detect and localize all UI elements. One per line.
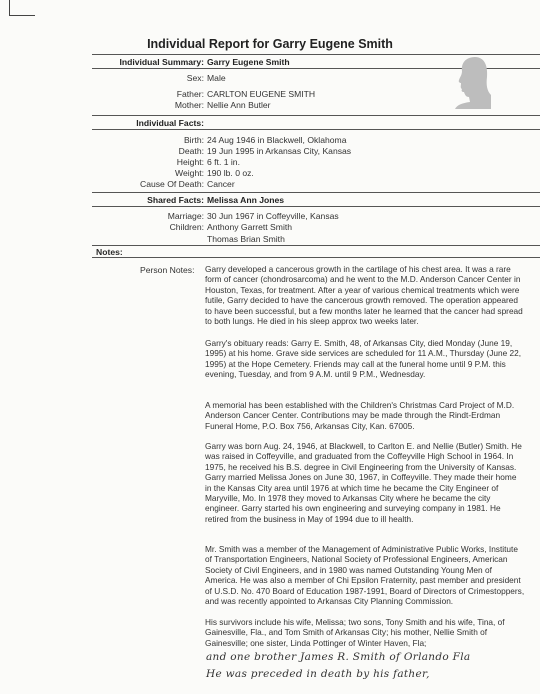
height-label: Height: [176, 157, 204, 167]
sex-value: Male [207, 73, 226, 83]
weight-label: Weight: [175, 168, 204, 178]
section-rule [92, 192, 540, 193]
section-rule [92, 206, 540, 207]
mother-label: Mother: [174, 100, 204, 110]
section-rule [92, 115, 540, 116]
handwritten-note: and one brother James R. Smith of Orlando Fla [206, 651, 471, 663]
person-notes-label: Person Notes: [140, 265, 195, 275]
sex-label: Sex: [186, 73, 204, 83]
cause-of-death-label: Cause Of Death: [139, 179, 204, 189]
father-label: Father: [176, 89, 204, 99]
shared-facts-label: Shared Facts: [147, 195, 204, 205]
summary-label: Individual Summary: [119, 57, 204, 67]
birth-value: 24 Aug 1946 in Blackwell, Oklahoma [207, 135, 347, 145]
death-value: 19 Jun 1995 in Arkansas City, Kansas [207, 146, 352, 156]
spouse-name: Melissa Ann Jones [207, 195, 285, 205]
section-rule [92, 245, 540, 246]
children-label: Children: [169, 222, 204, 232]
handwritten-note: He was preceded in death by his father, [206, 668, 430, 680]
child-name: Anthony Garrett Smith [207, 222, 293, 232]
crop-mark-vertical [9, 0, 10, 16]
crop-mark-horizontal [9, 15, 35, 16]
marriage-label: Marriage: [167, 211, 204, 221]
father-value: CARLTON EUGENE SMITH [207, 89, 316, 99]
height-value: 6 ft. 1 in. [207, 157, 240, 167]
report-title: Individual Report for Garry Eugene Smith [147, 37, 393, 51]
section-rule [92, 129, 540, 130]
note-paragraph: A memorial has been established with the Children's Christmas Card Project of M.D. Anderson Cancer Center. Contributions may be made through the Rindt-Erdman Funeral Home, P.O. Box 756, Arkansas City, Kan. 67005. [205, 400, 515, 431]
facts-label: Individual Facts: [136, 118, 204, 128]
section-rule [92, 257, 540, 258]
notes-label: Notes: [96, 247, 123, 257]
note-paragraph: Mr. Smith was a member of the Management of Administrative Public Works, Institute of Transportation Engineers, National Society of Professional Engineers, American Society of Civil Engineers, and in 1980 was named Outstanding Young Men of America. He was also a member of Chi Epsilon Fraternity, past member and president of U.S.D. No. 470 Board of Education 1987-1991, Board of Directors of Crimestoppers, and was recently appointed to Arkansas City Planning Commission. [205, 544, 525, 607]
note-paragraph: His survivors include his wife, Melissa; two sons, Tony Smith and his wife, Tina, of Gainesville, Fla., and Tom Smith of Arkansas City; his mother, Nellie Smith of Gainesville; one sister, Linda Pottinger of Winter Haven, Fla; [205, 617, 505, 648]
mother-value: Nellie Ann Butler [207, 100, 271, 110]
person-silhouette-icon [453, 55, 491, 109]
note-paragraph: Garry developed a cancerous growth in the cartilage of his chest area. It was a rare form of cancer (chondrosarcoma) and he went to the M.D. Anderson Cancer Center in Houston, Texas, for treatment. After a year of various chemical treatments which were futile, Garry decided to have the cancerous growth removed. The operation appeared to have been successful, but a few months later he learned that the cancer had spread to both lungs. He died in his sleep approx two weeks later. [205, 264, 523, 327]
marriage-value: 30 Jun 1967 in Coffeyville, Kansas [207, 211, 339, 221]
weight-value: 190 lb. 0 oz. [207, 168, 254, 178]
child-name: Thomas Brian Smith [207, 234, 285, 244]
cause-of-death-value: Cancer [207, 179, 235, 189]
birth-label: Birth: [183, 135, 204, 145]
death-label: Death: [178, 146, 204, 156]
note-paragraph: Garry was born Aug. 24, 1946, at Blackwell, to Carlton E. and Nellie (Butler) Smith. He was raised in Coffeyville, and graduated from the Coffeyville High School in 1964. In 1975, he received his B.S. degree in Civil Engineering from the University of Kansas. Garry married Melissa Jones on June 30, 1967, in Coffeyville. They made their home in the Kansas City area until 1976 at which time he became the City Engineer of Maryville, Mo. In 1978 they moved to Arkansas City where he became the city engineer. Garry started his own engineering and surveying company in 1981. He retired from the business in May of 1994 due to ill health. [205, 441, 522, 524]
summary-name: Garry Eugene Smith [207, 57, 290, 67]
note-paragraph: Garry's obituary reads: Garry E. Smith, 48, of Arkansas City, died Monday (June 19, 1995) at his home. Grave side services are scheduled for 11 A.M., Thursday (June 22, 1995) at the Hope Cemetery. Friends may call at the funeral home until 9 P.M. this evening, Tuesday, and from 9 A.M. until 9 P.M., Wednesday. [205, 338, 522, 380]
